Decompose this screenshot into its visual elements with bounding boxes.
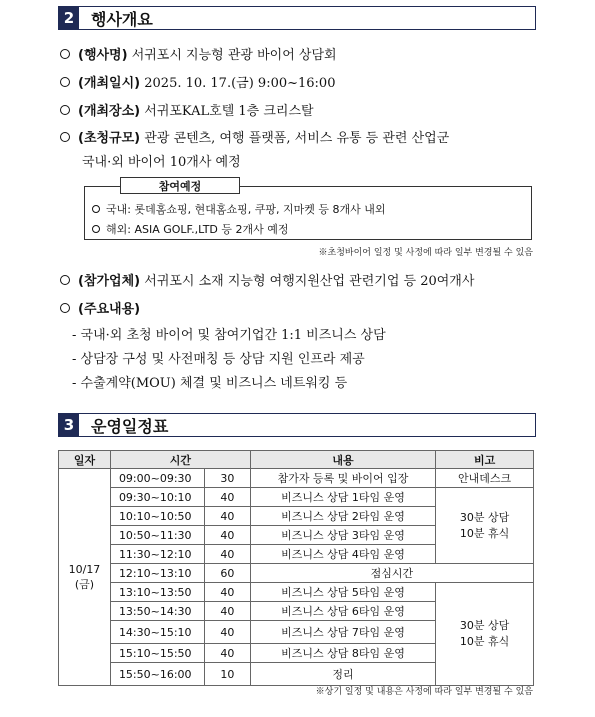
section-2-header	[58, 6, 536, 30]
section-title: 운영일정표	[91, 416, 169, 436]
table-note: ※상기 일정 및 내용은 사정에 따라 일부 변경될 수 있음	[315, 687, 533, 697]
table-row: 10:10~10:50 40 비즈니스 상담 2타임 운영	[59, 507, 534, 526]
header-time: 시간	[110, 451, 250, 469]
table-row: 14:30~15:10 40 비즈니스 상담 7타임 운영	[59, 621, 534, 644]
section-number: 3	[59, 414, 79, 436]
box-note: ※초청바이어 일정 및 사정에 따라 일부 변경될 수 있음	[318, 248, 533, 258]
participation-domestic: 국내: 롯데홈쇼핑, 현대홈쇼핑, 쿠팡, 지마켓 등 8개사 내외	[92, 201, 385, 217]
table-row: 10:50~11:30 40 비즈니스 상담 3타임 운영	[59, 526, 534, 545]
circle-bullet-icon	[60, 303, 70, 313]
circle-bullet-icon	[60, 132, 70, 142]
content-line-3: - 수출계약(MOU) 체결 및 비즈니스 네트워킹 등	[72, 376, 348, 391]
date-cell: 10/17 (금)	[59, 469, 111, 686]
table-row: 13:50~14:30 40 비즈니스 상담 6타임 운영	[59, 602, 534, 621]
table-row: 15:10~15:50 40 비즈니스 상담 8타임 운영	[59, 644, 534, 663]
item-event-name: (행사명) 서귀포시 지능형 관광 바이어 상담회	[60, 44, 337, 63]
table-row: 15:50~16:00 10 정리	[59, 663, 534, 686]
circle-bullet-icon	[60, 49, 70, 59]
circle-bullet-icon	[92, 205, 100, 213]
circle-bullet-icon	[60, 275, 70, 285]
invite-scale-continued: 국내·외 바이어 10개사 예정	[82, 155, 241, 170]
content-line-2: - 상담장 구성 및 사전매칭 등 상담 지원 인프라 제공	[72, 352, 365, 367]
schedule-table	[58, 450, 534, 686]
table-row: 13:10~13:50 40 비즈니스 상담 5타임 운영 30분 상담 10분 휴식	[59, 583, 534, 602]
header-note: 비고	[436, 451, 534, 469]
table-row: 12:10~13:10 60 점심시간	[59, 564, 534, 583]
item-main-content: (주요내용)	[60, 298, 140, 317]
item-participants: (참가업체) 서귀포시 소재 지능형 여행지원산업 관련기업 등 20여개사	[60, 270, 474, 289]
circle-bullet-icon	[92, 225, 100, 233]
item-event-date: (개최일시) 2025. 10. 17.(금) 9:00~16:00	[60, 72, 335, 91]
circle-bullet-icon	[60, 77, 70, 87]
content-line-1: - 국내·외 초청 바이어 및 참여기업간 1:1 비즈니스 상담	[72, 328, 386, 343]
note-cell-b: 30분 상담 10분 휴식	[436, 583, 534, 686]
item-invite-scale: (초청규모) 관광 콘텐츠, 여행 플랫폼, 서비스 유통 등 관련 산업군	[60, 127, 449, 146]
header-content: 내용	[250, 451, 435, 469]
header-date: 일자	[59, 451, 111, 469]
section-3-header	[58, 413, 536, 437]
section-number: 2	[59, 7, 79, 29]
table-row: 11:30~12:10 40 비즈니스 상담 4타임 운영	[59, 545, 534, 564]
note-cell-a: 30분 상담 10분 휴식	[436, 488, 534, 564]
table-row: 09:30~10:10 40 비즈니스 상담 1타임 운영 30분 상담 10분 휴식	[59, 488, 534, 507]
participation-tag: 참여예정	[120, 177, 240, 194]
section-title: 행사개요	[91, 9, 153, 29]
participation-overseas: 해외: ASIA GOLF.,LTD 등 2개사 예정	[92, 221, 289, 237]
table-row: 10/17 (금) 09:00~09:30 30 참가자 등록 및 바이어 입장 안내데스크	[59, 469, 534, 488]
circle-bullet-icon	[60, 105, 70, 115]
item-event-venue: (개최장소) 서귀포KAL호텔 1층 크리스탈	[60, 100, 314, 119]
table-header-row	[59, 451, 534, 469]
